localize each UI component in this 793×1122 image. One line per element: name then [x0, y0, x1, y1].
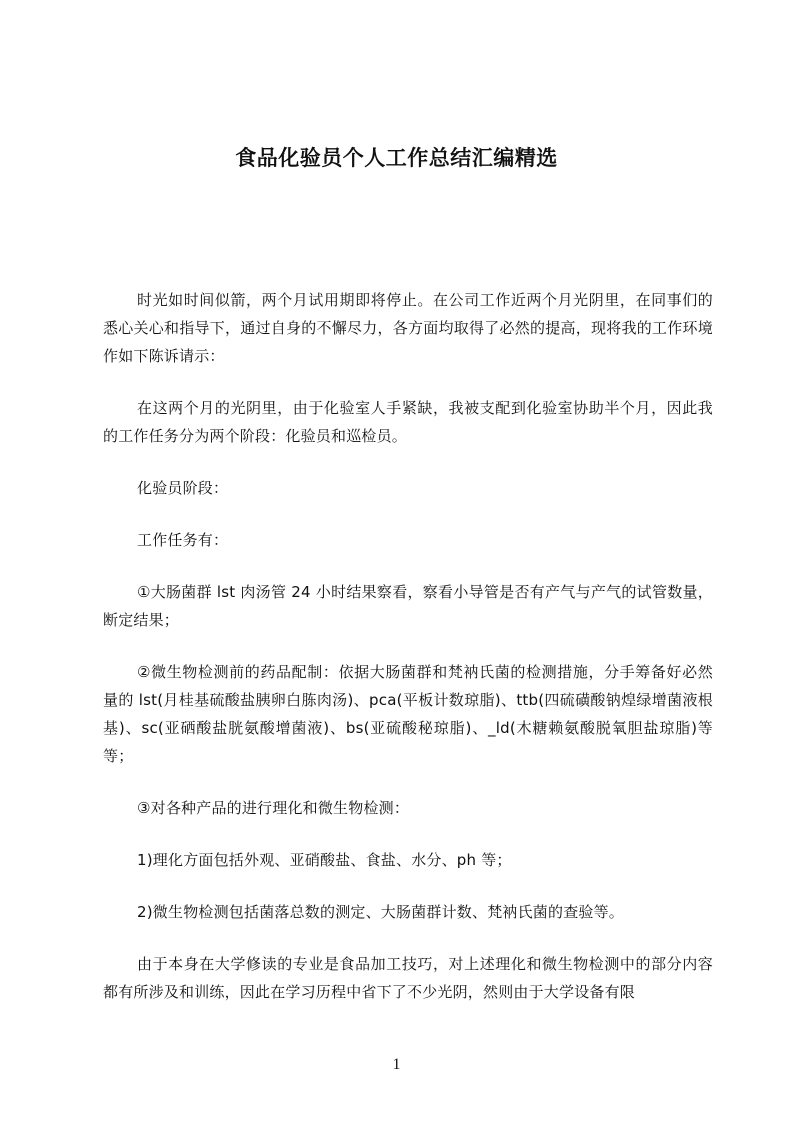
paragraph-heading-analyst-stage: 化验员阶段： — [137, 479, 229, 497]
paragraph-intro: 时光如时间似箭，两个月试用期即将停止。在公司工作近两个月光阴里，在同事们的悉心关心和指导下，通过自身的不懈尽力，各方面均取得了必然的提高，现将我的工作环境作如下陈诉请示： — [103, 291, 713, 365]
document-body — [103, 286, 713, 1030]
document-title: 食品化验员个人工作总结汇编精选 — [235, 146, 558, 170]
paragraph-task-3: ③对各种产品的进行理化和微生物检测： — [137, 799, 410, 817]
paragraph-physchem: 1)理化方面包括外观、亚硝酸盐、食盐、水分、ph 等； — [137, 851, 512, 869]
paragraph-stages: 在这两个月的光阴里，由于化验室人手紧缺，我被支配到化验室协助半个月，因此我的工作任务分为两个阶段：化验员和巡检员。 — [103, 399, 713, 445]
paragraph-task-2: ②微生物检测前的药品配制：依据大肠菌群和梵衲氏菌的检测措施，分手筹备好必然量的 lst(月桂基硫酸盐胰卵白胨肉汤)、pca(平板计数琼脂)、ttb(四硫磺酸钠煌绿增菌液根基)、sc(亚硒酸盐胱氨酸增菌液)、bs(亚硫酸秘琼脂)、_ld(木糖赖氨酸脱氧胆盐琼脂)等等； — [103, 663, 713, 765]
paragraph-task-1: ①大肠菌群 lst 肉汤管 24 小时结果察看，察看小导管是否有产气与产气的试管数量，断定结果； — [103, 583, 713, 629]
paragraph-microbio: 2)微生物检测包括菌落总数的测定、大肠菌群计数、梵衲氏菌的查验等。 — [137, 903, 624, 921]
paragraph-background: 由于本身在大学修读的专业是食品加工技巧，对上述理化和微生物检测中的部分内容都有所涉及和训练，因此在学习历程中省下了不少光阴，然则由于大学设备有限 — [103, 955, 713, 1001]
paragraph-heading-tasks: 工作任务有： — [137, 531, 229, 549]
page-number: 1 — [392, 1056, 401, 1073]
